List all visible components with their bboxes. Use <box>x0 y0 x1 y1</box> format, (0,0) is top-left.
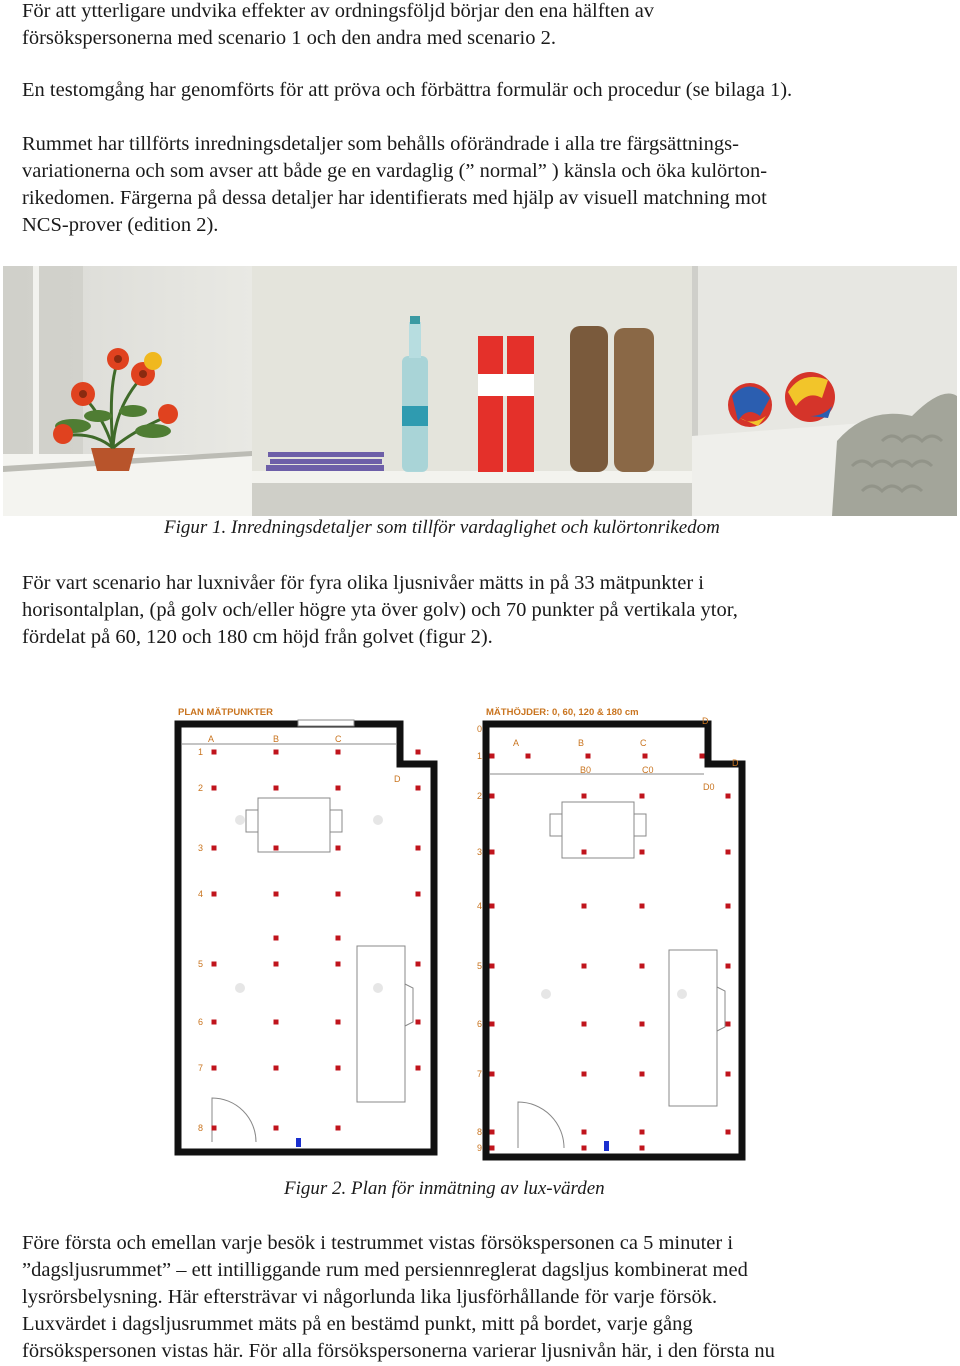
row-label: 7 <box>477 1069 483 1079</box>
measurement-point <box>274 1020 279 1025</box>
measurement-point <box>416 846 421 851</box>
measurement-point <box>212 892 217 897</box>
measurement-point <box>726 850 731 855</box>
floor-point <box>677 989 687 999</box>
measurement-point <box>490 904 495 909</box>
measurement-point <box>582 1072 587 1077</box>
photo-flowers <box>3 266 252 516</box>
measurement-point <box>274 962 279 967</box>
text-line: Före första och emellan varje besök i testrummet vistas försökspersonen ca 5 minuter i <box>22 1232 734 1254</box>
row-label: 5 <box>477 961 483 971</box>
row-label: 0 <box>477 724 483 734</box>
measurement-point <box>212 1020 217 1025</box>
measurement-point <box>416 962 421 967</box>
measurement-point <box>336 750 341 755</box>
measurement-point <box>416 892 421 897</box>
row-label: 3 <box>198 843 204 853</box>
paragraph-test-round <box>22 77 942 104</box>
measurement-point <box>274 1066 279 1071</box>
measurement-point <box>640 964 645 969</box>
measurement-point <box>700 754 705 759</box>
measurement-point <box>726 1072 731 1077</box>
measurement-point <box>640 1146 645 1151</box>
figure-1-caption: Figur 1. Inredningsdetaljer som tillför vardaglighet och kulörtonrikedom <box>164 517 720 538</box>
text-line: försökspersonen vistas här. För alla försökspersonerna varierar ljusnivån här, i den första nu <box>22 1340 775 1362</box>
measurement-point <box>274 892 279 897</box>
measurement-point <box>582 1130 587 1135</box>
text-line: fördelat på 60, 120 och 180 cm höjd från golvet (figur 2). <box>22 626 493 648</box>
measurement-point <box>336 1020 341 1025</box>
text-line: En testomgång har genomförts för att pröva och förbättra formulär och procedur (se bilaga 1). <box>22 79 793 101</box>
measurement-point <box>336 1126 341 1131</box>
measurement-point <box>490 1072 495 1077</box>
measurement-point <box>526 754 531 759</box>
measurement-point <box>336 936 341 941</box>
text-line: För vart scenario har luxnivåer för fyra olika ljusnivåer mätts in på 33 mätpunkter i <box>22 572 704 594</box>
measurement-point <box>212 1126 217 1131</box>
measurement-point <box>336 962 341 967</box>
column-label: B <box>273 734 280 744</box>
row-label: 7 <box>198 1063 204 1073</box>
floor-plan-measurement-heights <box>470 702 752 1162</box>
column-label: C <box>640 738 647 748</box>
measurement-point <box>726 964 731 969</box>
measurement-point <box>640 850 645 855</box>
measurement-point <box>490 964 495 969</box>
measurement-point <box>212 750 217 755</box>
measurement-point <box>582 794 587 799</box>
photo-balls <box>692 266 957 516</box>
floor-plan-measurement-points <box>168 702 440 1157</box>
measurement-point <box>582 1146 587 1151</box>
paragraph-order-effects <box>22 0 942 52</box>
column-label: A <box>513 738 520 748</box>
measurement-point <box>490 754 495 759</box>
floor-point <box>541 989 551 999</box>
plan-title: MÄTHÖJDER: 0, 60, 120 & 180 cm <box>486 707 639 718</box>
measurement-point <box>212 846 217 851</box>
paragraph-lux-levels <box>22 570 942 651</box>
row-label: 4 <box>198 889 204 899</box>
floor-point <box>235 983 245 993</box>
measurement-point <box>640 904 645 909</box>
text-line: Rummet har tillförts inredningsdetaljer som behålls oförändrade i alla tre färgsättnings- <box>22 133 739 155</box>
photo-shelf <box>252 266 692 516</box>
measurement-point <box>274 750 279 755</box>
measurement-point <box>640 1072 645 1077</box>
sub-label: D0 <box>703 782 715 792</box>
column-label: A <box>208 734 215 744</box>
row-label: 2 <box>477 791 483 801</box>
row-label: 8 <box>477 1127 483 1137</box>
text-line: lysrörsbelysning. Här eftersträvar vi någorlunda lika ljusförhållande för varje försök. <box>22 1286 718 1308</box>
measurement-point <box>490 1146 495 1151</box>
measurement-point <box>274 846 279 851</box>
plan-title: PLAN MÄTPUNKTER <box>178 707 273 718</box>
measurement-point <box>416 786 421 791</box>
row-label: 1 <box>477 751 483 761</box>
column-label: D <box>702 716 709 726</box>
figure-2-caption: Figur 2. Plan för inmätning av lux-värden <box>284 1178 605 1199</box>
measurement-point <box>212 962 217 967</box>
measurement-point <box>336 892 341 897</box>
measurement-point <box>643 754 648 759</box>
measurement-point <box>490 794 495 799</box>
measurement-point <box>640 1130 645 1135</box>
measurement-point <box>416 1020 421 1025</box>
text-line: variationerna och som avser att både ge en vardaglig (” normal” ) känsla och öka kulörton- <box>22 160 768 182</box>
row-label: 1 <box>198 747 204 757</box>
measurement-point <box>212 1066 217 1071</box>
paragraph-daylight-room <box>22 1230 942 1365</box>
row-label: 2 <box>198 783 204 793</box>
measurement-point <box>726 1130 731 1135</box>
measurement-point <box>640 794 645 799</box>
text-line: försökspersonerna med scenario 1 och den andra med scenario 2. <box>22 27 556 49</box>
row-label: 6 <box>198 1017 204 1027</box>
text-line: horisontalplan, (på golv och/eller högre yta över golv) och 70 punkter på vertikala ytor, <box>22 599 738 621</box>
row-label: 3 <box>477 847 483 857</box>
floor-point <box>235 815 245 825</box>
measurement-point <box>274 936 279 941</box>
text-line: NCS-prover (edition 2). <box>22 214 219 236</box>
row-label: 5 <box>198 959 204 969</box>
measurement-point <box>416 1066 421 1071</box>
text-line: För att ytterligare undvika effekter av ordningsföljd börjar den ena hälften av <box>22 0 655 22</box>
row-label: 9 <box>477 1143 483 1153</box>
measurement-point <box>582 964 587 969</box>
floor-point <box>373 983 383 993</box>
measurement-point <box>212 786 217 791</box>
row-label: 8 <box>198 1123 204 1133</box>
measurement-point <box>416 750 421 755</box>
row-label: 6 <box>477 1019 483 1029</box>
measurement-point <box>336 786 341 791</box>
measurement-point <box>490 850 495 855</box>
measurement-point <box>582 1022 587 1027</box>
measurement-point <box>582 904 587 909</box>
column-label: B <box>578 738 585 748</box>
sub-label: C0 <box>642 765 654 775</box>
sub-label: B0 <box>580 765 592 775</box>
measurement-point <box>336 846 341 851</box>
measurement-point <box>726 904 731 909</box>
measurement-point <box>336 1066 341 1071</box>
paragraph-furnishing <box>22 131 942 239</box>
measurement-point <box>726 794 731 799</box>
measurement-point <box>582 850 587 855</box>
measurement-point <box>274 1126 279 1131</box>
text-line: ”dagsljusrummet” – ett intilliggande rum med persiennreglerat dagsljus kombinerat med <box>22 1259 748 1281</box>
measurement-point <box>274 786 279 791</box>
measurement-point <box>640 1022 645 1027</box>
measurement-point <box>490 1130 495 1135</box>
text-line: Luxvärdet i dagsljusrummet mäts på en bestämd punkt, mitt på bordet, varje gång <box>22 1313 693 1335</box>
column-label: C <box>335 734 342 744</box>
row-label: 4 <box>477 901 483 911</box>
column-label: D <box>394 774 401 784</box>
measurement-point <box>490 1022 495 1027</box>
measurement-point <box>726 1022 731 1027</box>
floor-point <box>373 815 383 825</box>
text-line: rikedomen. Färgerna på dessa detaljer har identifierats med hjälp av visuell matchning mot <box>22 187 767 209</box>
measurement-point <box>586 754 591 759</box>
column-label: D <box>732 758 739 768</box>
